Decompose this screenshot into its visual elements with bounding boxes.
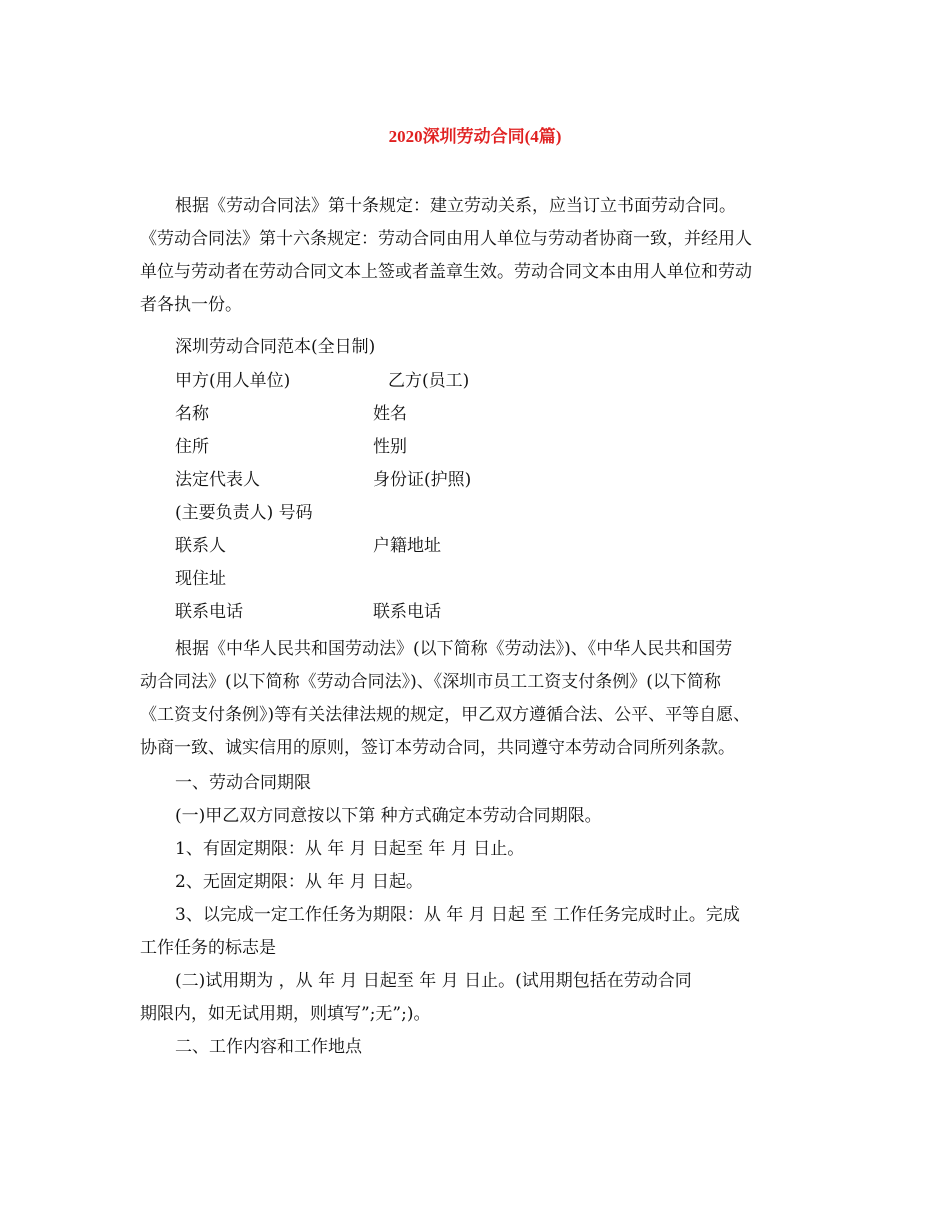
clause-line: (一)甲乙双方同意按以下第 种方式确定本劳动合同期限。 xyxy=(175,806,602,826)
fields-table xyxy=(140,398,820,629)
field-row: 现住址 xyxy=(175,569,226,589)
field-row: 名称 姓名 xyxy=(175,404,407,424)
clause-line: 工作任务的标志是 xyxy=(140,938,276,958)
intro-line: 根据《劳动合同法》第十条规定：建立劳动关系，应当订立书面劳动合同。 xyxy=(175,196,736,216)
basis-line: 协商一致、诚实信用的原则，签订本劳动合同，共同遵守本劳动合同所列条款。 xyxy=(140,738,735,758)
clause-line: 期限内，如无试用期，则填写”;无”;)。 xyxy=(140,1004,431,1024)
section-heading: 二、工作内容和工作地点 xyxy=(175,1037,362,1057)
intro-paragraph xyxy=(140,190,820,322)
document-title: 2020深圳劳动合同(4篇) xyxy=(388,127,562,146)
field-row: 联系人 户籍地址 xyxy=(175,536,441,556)
template-title: 深圳劳动合同范本(全日制) xyxy=(175,337,376,357)
basis-line: 根据《中华人民共和国劳动法》(以下简称《劳动法》)、《中华人民共和国劳 xyxy=(175,639,733,659)
intro-line: 《劳动合同法》第十六条规定：劳动合同由用人单位与劳动者协商一致，并经用人 xyxy=(140,229,752,249)
section-contract-term xyxy=(140,767,820,1064)
intro-line: 单位与劳动者在劳动合同文本上签或者盖章生效。劳动合同文本由用人单位和劳动 xyxy=(140,262,752,282)
intro-line: 者各执一份。 xyxy=(140,295,242,315)
section-heading: 一、劳动合同期限 xyxy=(175,773,311,793)
clause-line: 1、有固定期限：从 年 月 日起至 年 月 日止。 xyxy=(175,839,525,859)
party-a-label: 甲方(用人单位) xyxy=(175,371,291,391)
field-row: 联系电话 联系电话 xyxy=(175,602,441,622)
clause-line: 2、无固定期限：从 年 月 日起。 xyxy=(175,872,424,892)
clause-line: (二)试用期为 ，从 年 月 日起至 年 月 日止。(试用期包括在劳动合同 xyxy=(175,971,692,991)
field-row: 住所 性别 xyxy=(175,437,407,457)
parties-row xyxy=(140,365,820,398)
party-b-label: 乙方(员工) xyxy=(388,371,470,391)
basis-line: 《工资支付条例》)等有关法律法规的规定，甲乙双方遵循合法、公平、平等自愿、 xyxy=(140,705,751,725)
basis-paragraph xyxy=(140,633,820,765)
field-row: 法定代表人 身份证(护照) xyxy=(175,470,472,490)
clause-line: 3、以完成一定工作任务为期限：从 年 月 日起 至 工作任务完成时止。完成 xyxy=(175,905,740,925)
basis-line: 动合同法》(以下简称《劳动合同法》)、《深圳市员工工资支付条例》(以下简称 xyxy=(140,672,721,692)
field-row: (主要负责人) 号码 xyxy=(175,503,313,523)
